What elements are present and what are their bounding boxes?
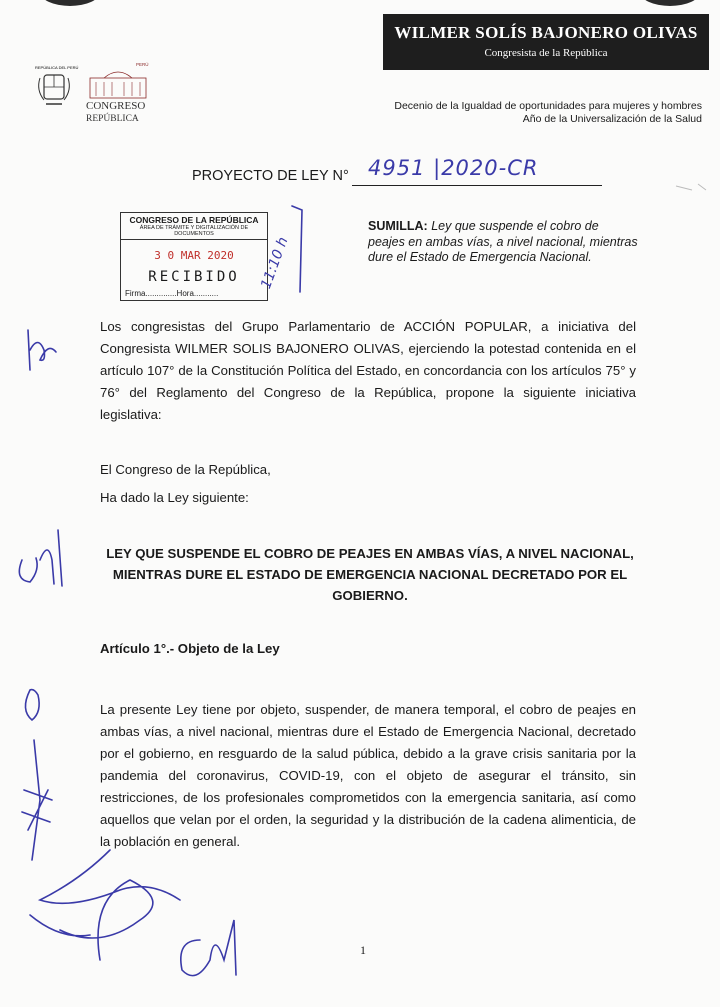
stamp-received: RECIBIDO <box>148 269 240 285</box>
margin-initials-2-icon <box>19 530 62 586</box>
intro-paragraph: Los congresistas del Grupo Parlamentario de ACCIÓN POPULAR, a iniciativa del Congresista WILMER SOLIS BAJONERO OLIVAS, ejerciendo la potestad contenida en el artículo 107° de la Constitución Política del Estado, en concordancia con los artículos 75° y 76° del Reglamento del Congreso de la República, propone la siguiente iniciativa legislativa: <box>100 319 636 422</box>
article-1-text: La presente Ley tiene por objeto, suspender, de manera temporal, el cobro de peajes en ambas vías, a nivel nacional, mientras dure el Estado de Emergencia Nacional, decretado por el gobierno, en resguardo de la salud pública, debido a la grave crisis sanitaria por la pandemia del coronavirus, COVID-19, con el objeto de asegurar el tránsito, sin restricciones, de los profesionales comprometidos con la emergencia sanitaria, así como aquellos que velan por el orden, la seguridad y la distribución de la cadena alimenticia, de la población en general. <box>100 702 636 849</box>
stamp-title: CONGRESO DE LA REPÚBLICA <box>129 215 259 225</box>
peru-label: PERÚ <box>136 62 149 67</box>
margin-initials-1-icon <box>28 330 56 370</box>
page-number: 1 <box>360 943 366 957</box>
article-1-heading: Artículo 1°.- Objeto de la Ley <box>100 641 280 656</box>
year-name-line: Año de la Universalización de la Salud <box>522 113 702 125</box>
seal-caption: REPÚBLICA DEL PERÚ <box>35 65 79 70</box>
stamp-check-mark-icon <box>292 206 302 292</box>
margin-initials-3-icon <box>25 690 39 720</box>
sumilla-text: Ley que suspende el cobro de peajes en ambas vías, a nivel nacional, mientras dure el Estado de Emergencia Nacional. <box>368 219 638 264</box>
greeting-line-1: El Congreso de la República, <box>100 462 271 477</box>
sumilla-label: SUMILLA: <box>368 219 428 233</box>
congressman-name: WILMER SOLÍS BAJONERO OLIVAS <box>394 23 698 42</box>
logo-congreso-text: CONGRESO <box>86 100 146 112</box>
proyecto-label: PROYECTO DE LEY N° <box>192 168 349 184</box>
faint-mark-icon <box>676 184 706 190</box>
logo-republica-text: REPÚBLICA <box>86 114 139 124</box>
stamp-firma-hora: Firma..............Hora........... <box>125 289 219 298</box>
stamp-subtitle: ÁREA DE TRÁMITE Y DIGITALIZACIÓN DE DOCUMENTOS <box>121 225 267 240</box>
signature-2-icon <box>181 920 236 976</box>
greeting-line-2: Ha dado la Ley siguiente: <box>100 490 249 505</box>
stamp-date: 3 0 MAR 2020 <box>154 249 234 262</box>
congressman-role: Congresista de la República <box>484 47 608 59</box>
signature-1-icon <box>30 850 180 960</box>
handwritten-time: 11:10 h <box>258 235 292 291</box>
proyecto-number: 4951 |2020-CR <box>368 156 539 180</box>
law-title: LEY QUE SUSPENDE EL COBRO DE PEAJES EN AMBAS VÍAS, A NIVEL NACIONAL, MIENTRAS DURE EL ESTADO DE EMERGENCIA NACIONAL DECRETADO POR EL GOBIERNO. <box>106 546 634 603</box>
decenio-line: Decenio de la Igualdad de oportunidades para mujeres y hombres <box>394 100 702 112</box>
margin-scribble-icon <box>22 740 52 860</box>
